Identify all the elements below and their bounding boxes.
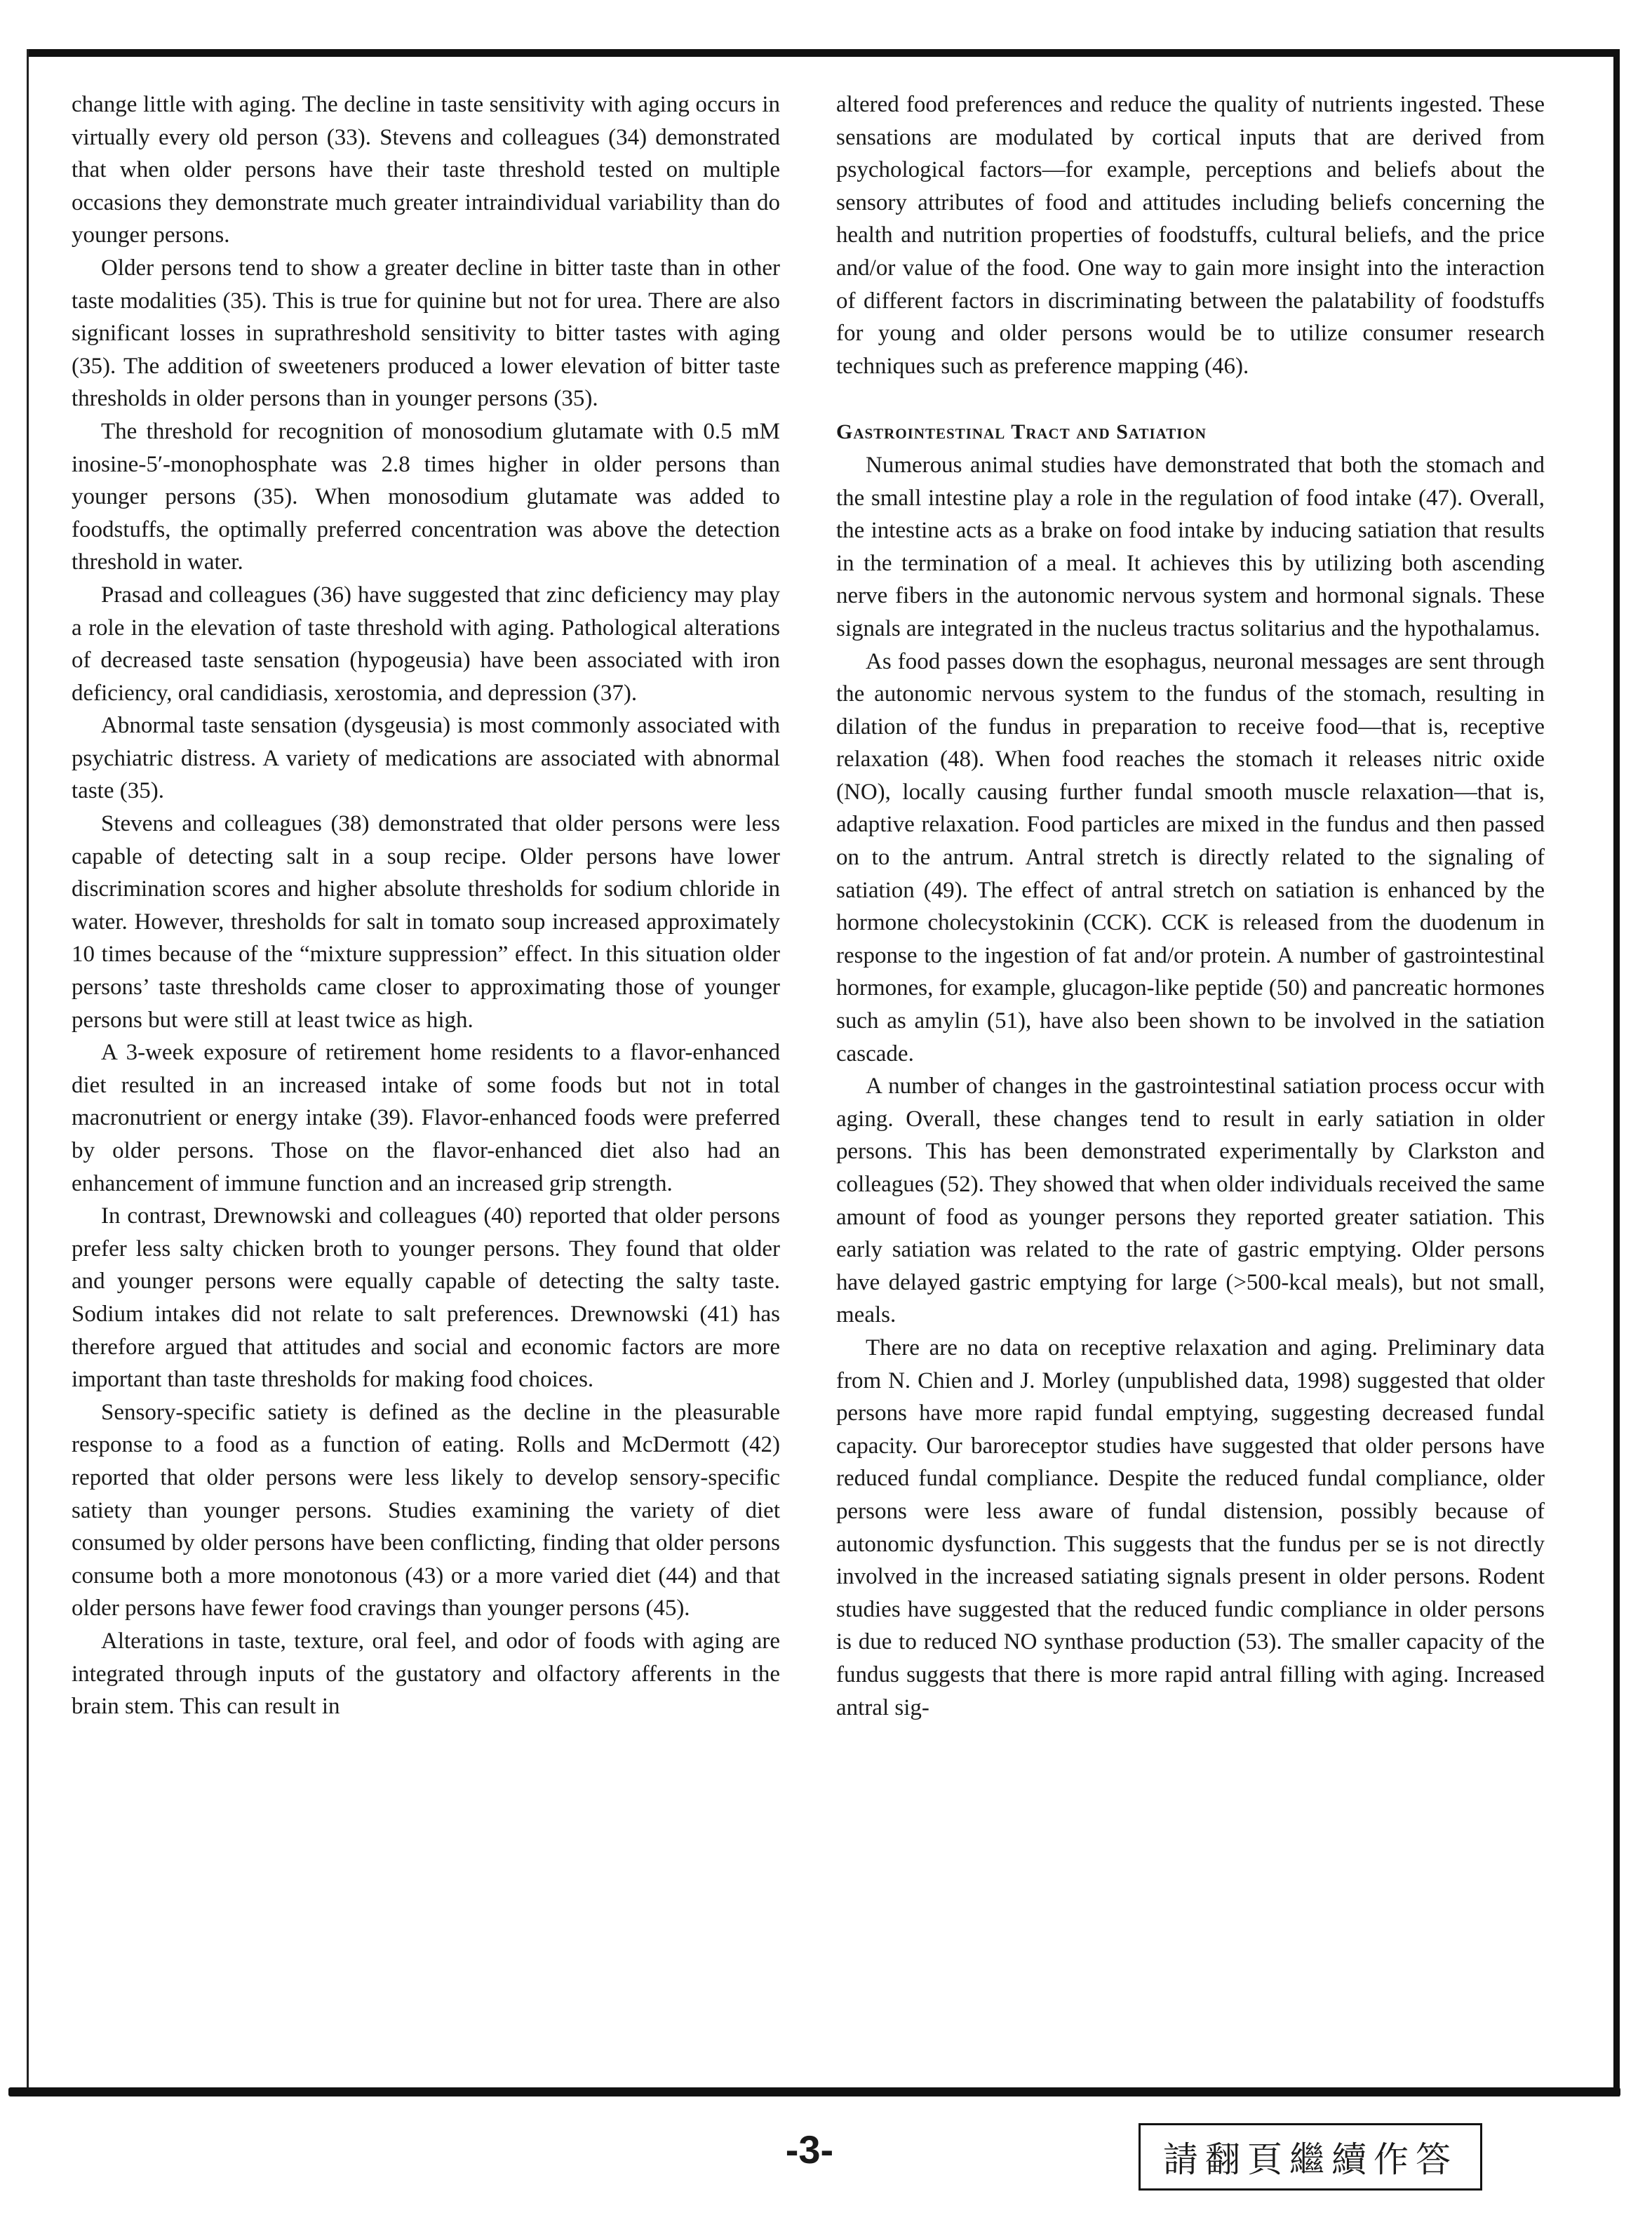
paragraph: A 3-week exposure of retirement home residents to a flavor-enhanced diet resulted in an increased intake of some foods but not in total macronutrient or energy intake (39). Flavor-enhanced foods were preferred by older persons. Those on the flavor-enhanced diet also had an enhancement of immune function and an increased grip strength. (72, 1040, 780, 1196)
frame-bottom-border (8, 2087, 1620, 2096)
paragraph: Sensory-specific satiety is defined as the decline in the pleasurable response to a food as a function of eating. Rolls and McDermott (42) reported that older persons were less likely to develop sensory-specific satiety than younger persons. Studies examining the variety of diet consumed by older persons have been conflicting, finding that older persons consume both a more monotonous (43) or a more varied diet (44) and that older persons have fewer food cravings than younger persons (45). (72, 1399, 780, 1621)
paragraph: The threshold for recognition of monosodium glutamate with 0.5 mM inosine-5′-monophosphate was 2.8 times higher in older persons than younger persons (35). When monosodium glutamate was added to foodstuffs, the optimally preferred concentration was above the detection threshold in water. (72, 418, 780, 575)
paragraph: Older persons tend to show a greater decline in bitter taste than in other taste modalities (35). This is true for quinine but not for urea. There are also significant losses in suprathreshold sensitivity to bitter tastes with aging (35). The addition of sweeteners produced a lower elevation of bitter taste thresholds in older persons than in younger persons (35). (72, 255, 780, 412)
paragraph: A number of changes in the gastrointestinal satiation process occur with aging. Overall, these changes tend to result in early satiation in older persons. This has been demonstrated experimentally by Clarkston and colleagues (52). They showed that when older individuals received the same amount of food as younger persons they reported greater satiation. This early satiation was related to the rate of gastric emptying. Older persons have delayed gastric emptying for large (>500-kcal meals), but not small, meals. (836, 1074, 1545, 1328)
continue-note-box: 請翻頁繼續作答 (1139, 2123, 1482, 2191)
paragraph: There are no data on receptive relaxation and aging. Preliminary data from N. Chien and J. Morley (unpublished data, 1998) suggested that older persons have more rapid fundal emptying, suggesting decreased fundal capacity. Our baroreceptor studies have suggested that older persons have reduced fundal compliance. Despite the reduced fundal compliance, older persons were less aware of fundal distension, possibly because of autonomic dysfunction. This suggests that the fundus per se is not directly involved in the increased satiating signals present in older persons. Rodent studies have suggested that the reduced fundic compliance in older persons is due to reduced NO synthase production (53). The smaller capacity of the fundus suggests that there is more rapid antral filling with aging. Increased antral sig- (836, 1335, 1545, 1720)
paragraph: Numerous animal studies have demonstrated that both the stomach and the small intestine play a role in the regulation of food intake (47). Overall, the intestine acts as a brake on food intake by inducing satiation that results in the termination of a meal. It achieves this by utilizing both ascending nerve fibers in the autonomic nervous system and hormonal signals. These signals are integrated in the nucleus tractus solitarius and the hypothalamus. (836, 452, 1545, 641)
paragraph: Alterations in taste, texture, oral feel, and odor of foods with aging are integrated through inputs of the gustatory and olfactory afferents in the brain stem. This can result in (72, 1628, 780, 1720)
paragraph: altered food preferences and reduce the quality of nutrients ingested. These sensations are modulated by cortical inputs that are derived from psychological factors—for example, perceptions and beliefs about the sensory attributes of food and attitudes including beliefs concerning the health and nutrition properties of foodstuffs, cultural beliefs, and the price and/or value of the food. One way to gain more insight into the interaction of different factors in discriminating between the palatability of foodstuffs for young and older persons would be to utilize consumer research techniques such as preference mapping (46). (836, 92, 1545, 379)
paragraph: Prasad and colleagues (36) have suggested that zinc deficiency may play a role in the elevation of taste threshold with aging. Pathological alterations of decreased taste sensation (hypogeusia) have been associated with iron deficiency, oral candidiasis, xerostomia, and depression (37). (72, 582, 780, 706)
paragraph: Abnormal taste sensation (dysgeusia) is most commonly associated with psychiatric distress. A variety of medications are associated with abnormal taste (35). (72, 713, 780, 804)
right-column (836, 88, 1545, 1724)
frame-left-border (27, 49, 29, 2096)
frame-top-border (27, 49, 1616, 57)
page-number: -3- (785, 2127, 834, 2172)
paragraph: In contrast, Drewnowski and colleagues (40) reported that older persons prefer less salty chicken broth to younger persons. They found that older and younger persons were equally capable of detecting the salty taste. Sodium intakes did not relate to salt preferences. Drewnowski (41) has therefore argued that attitudes and social and economic factors are more important than taste thresholds for making food choices. (72, 1203, 780, 1393)
paragraph: change little with aging. The decline in taste sensitivity with aging occurs in virtually every old person (33). Stevens and colleagues (34) demonstrated that when older persons have their taste threshold tested on multiple occasions they demonstrate much greater intraindividual variability than do younger persons. (72, 92, 780, 248)
section-heading: Gastrointestinal Tract and Satiation (836, 420, 1207, 444)
left-column (72, 88, 780, 1723)
paragraph: As food passes down the esophagus, neuronal messages are sent through the autonomic nervous system to the fundus of the stomach, resulting in dilation of the fundus in preparation to receive food—that is, receptive relaxation (48). When food reaches the stomach it releases nitric oxide (NO), locally causing further fundal smooth muscle relaxation—that is, adaptive relaxation. Food particles are mixed in the fundus and then passed on to the antrum. Antral stretch is directly related to the signaling of satiation (49). The effect of antral stretch on satiation is enhanced by the hormone cholecystokinin (CCK). CCK is released from the duodenum in response to the ingestion of fat and/or protein. A number of gastrointestinal hormones, for example, glucagon-like peptide (50) and pancreatic hormones such as amylin (51), have also been shown to be involved in the satiation cascade. (836, 648, 1545, 1066)
paragraph: Stevens and colleagues (38) demonstrated that older persons were less capable of detecting salt in a soup recipe. Older persons have lower discrimination scores and higher absolute thresholds for sodium chloride in water. However, thresholds for salt in tomato soup increased approximately 10 times because of the “mixture suppression” effect. In this situation older persons’ taste thresholds came closer to approximating those of younger persons but were still at least twice as high. (72, 811, 780, 1033)
frame-right-border (1613, 49, 1620, 2096)
